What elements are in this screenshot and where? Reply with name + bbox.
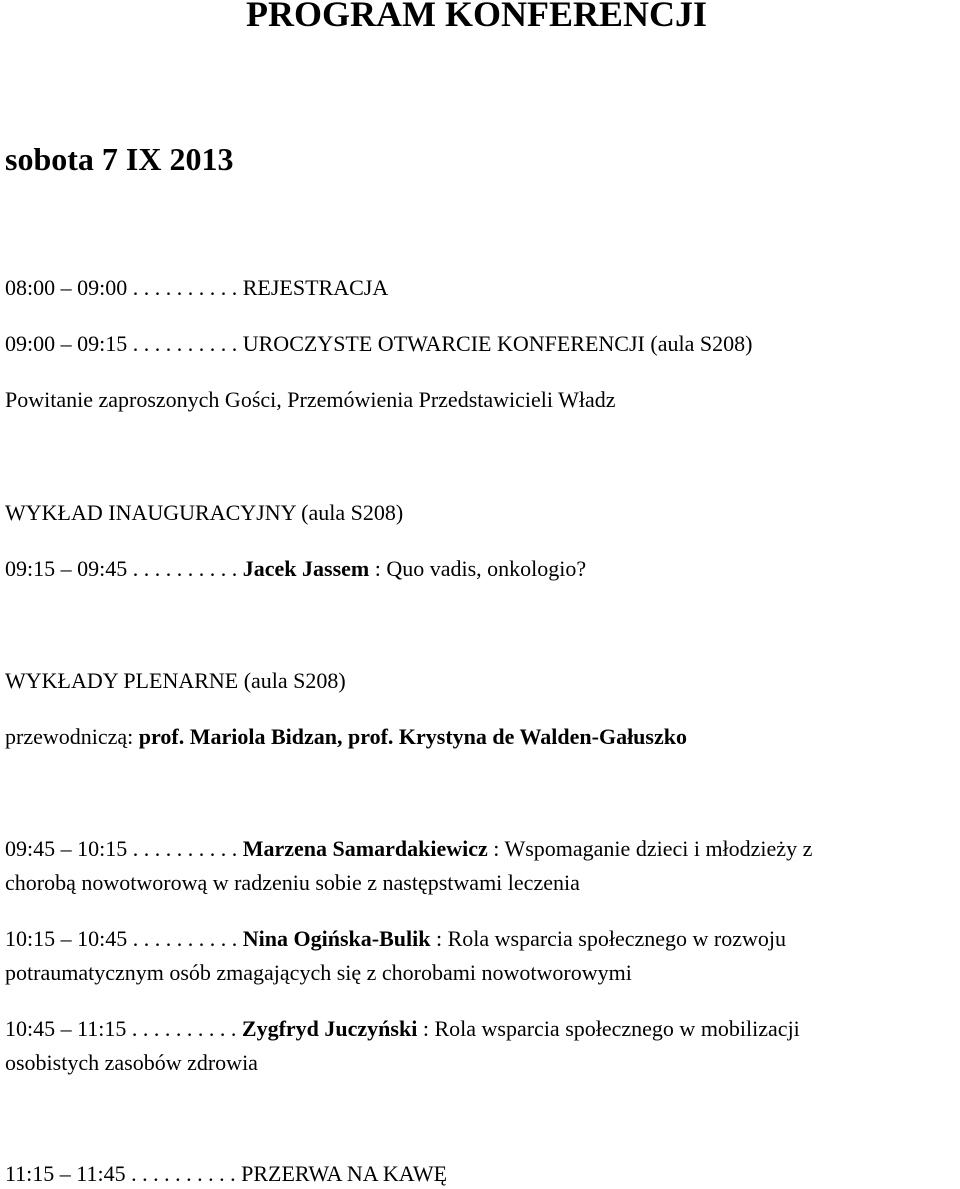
schedule-item-opening xyxy=(5,331,752,357)
plenary-chairs xyxy=(5,724,687,750)
plenary-talk-2-topic-cont: potraumatycznym osób zmagających się z chorobami nowotworowymi xyxy=(5,960,632,985)
time-dash: – xyxy=(60,836,78,861)
talk-topic: Quo vadis, onkologio? xyxy=(386,556,587,581)
speaker-name: Marzena Samardakiewicz xyxy=(242,836,488,861)
dot-leader: . . . . . . . . . . xyxy=(131,1161,242,1186)
time-dash: – xyxy=(60,556,78,581)
time-end: 09:15 xyxy=(77,331,128,356)
item-label: PRZERWA NA KAWĘ xyxy=(241,1161,448,1186)
plenary-talk-3 xyxy=(5,1016,800,1042)
time-start: 08:00 xyxy=(5,275,56,300)
chairs-label: przewodniczą: xyxy=(5,724,139,749)
time-start: 11:15 xyxy=(5,1161,55,1186)
time-start: 10:45 xyxy=(5,1016,56,1041)
schedule-item-break xyxy=(5,1161,447,1187)
speaker-name: Jacek Jassem xyxy=(242,556,370,581)
time-dash: – xyxy=(60,1016,78,1041)
time-dash: – xyxy=(60,275,78,300)
plenary-talk-2 xyxy=(5,926,786,952)
time-end: 10:45 xyxy=(77,926,128,951)
item-label: UROCZYSTE OTWARCIE KONFERENCJI (aula S208) xyxy=(242,331,753,356)
time-end: 09:00 xyxy=(77,275,128,300)
talk-topic: Rola wsparcia społecznego w rozwoju xyxy=(447,926,787,951)
speaker-name: Nina Ogińska-Bulik xyxy=(242,926,431,951)
time-dash: – xyxy=(59,1161,77,1186)
chairs-names: prof. Mariola Bidzan, prof. Krystyna de Walden-Gałuszko xyxy=(138,724,687,749)
colon: : xyxy=(422,1016,435,1041)
time-start: 09:15 xyxy=(5,556,56,581)
schedule-item-registration xyxy=(5,275,388,301)
time-start: 09:00 xyxy=(5,331,56,356)
time-dash: – xyxy=(60,331,78,356)
dot-leader: . . . . . . . . . . xyxy=(132,331,243,356)
opening-note: Powitanie zaproszonych Gości, Przemówienia Przedstawicieli Władz xyxy=(5,387,616,412)
page-title: PROGRAM KONFERENCJI xyxy=(246,0,707,34)
item-label: REJESTRACJA xyxy=(242,275,389,300)
plenary-talk-1-topic-cont: chorobą nowotworową w radzeniu sobie z następstwami leczenia xyxy=(5,870,580,895)
dot-leader: . . . . . . . . . . xyxy=(132,556,243,581)
day-heading: sobota 7 IX 2013 xyxy=(5,141,234,177)
colon: : xyxy=(493,836,505,861)
talk-topic: Rola wsparcia społecznego w mobilizacji xyxy=(434,1016,800,1041)
time-end: 11:45 xyxy=(76,1161,126,1186)
time-start: 09:45 xyxy=(5,836,56,861)
talk-topic: Wspomaganie dzieci i młodzieży z xyxy=(504,836,813,861)
inaugural-talk xyxy=(5,556,586,582)
colon: : xyxy=(374,556,387,581)
plenary-heading: WYKŁADY PLENARNE (aula S208) xyxy=(5,668,346,693)
dot-leader: . . . . . . . . . . xyxy=(131,1016,242,1041)
time-end: 09:45 xyxy=(77,556,128,581)
time-end: 10:15 xyxy=(77,836,128,861)
colon: : xyxy=(435,926,448,951)
speaker-name: Zygfryd Juczyński xyxy=(241,1016,418,1041)
plenary-talk-3-topic-cont: osobistych zasobów zdrowia xyxy=(5,1050,258,1075)
time-dash: – xyxy=(60,926,78,951)
time-start: 10:15 xyxy=(5,926,56,951)
plenary-talk-1 xyxy=(5,836,812,862)
time-end: 11:15 xyxy=(77,1016,127,1041)
dot-leader: . . . . . . . . . . xyxy=(132,275,243,300)
dot-leader: . . . . . . . . . . xyxy=(132,926,243,951)
inaugural-heading: WYKŁAD INAUGURACYJNY (aula S208) xyxy=(5,500,404,525)
dot-leader: . . . . . . . . . . xyxy=(132,836,243,861)
